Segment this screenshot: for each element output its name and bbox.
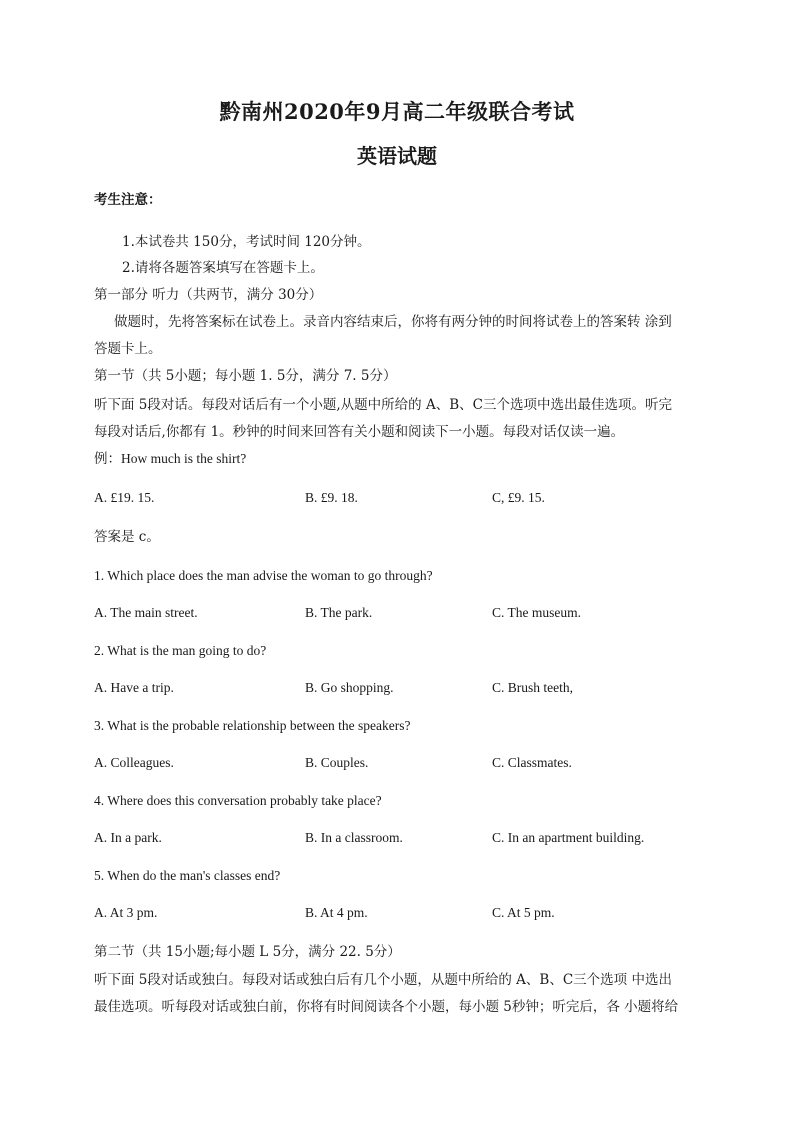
example-option-c: C, £9. 15. [492, 490, 545, 505]
section1-instruction-line1: 听下面 5段对话。每段对话后有一个小题,从题中所给的 A、B、C三个选项中选出最佳选项。听完 [94, 397, 672, 413]
question-1: 1. Which place does the man advise the woman to go through? [94, 568, 433, 583]
question-4-option-c: C. In an apartment building. [492, 830, 645, 845]
example-question: 例：How much is the shirt? [94, 451, 247, 466]
notice-heading: 考生注意： [94, 192, 162, 208]
question-2-option-a: A. Have a trip. [94, 680, 174, 695]
question-5-option-b: B. At 4 pm. [305, 905, 368, 920]
part1-heading: 第一部分 听力（共两节，满分 30分） [94, 287, 323, 303]
question-1-option-b: B. The park. [305, 605, 373, 620]
question-2: 2. What is the man going to do? [94, 643, 267, 658]
section2-heading: 第二节（共 15小题;每小题 L 5分，满分 22. 5分） [94, 944, 401, 960]
section1-instruction-line2: 每段对话后,你都有 1。秒钟的时间来回答有关小题和阅读下一小题。每段对话仅读一遍。 [94, 424, 625, 440]
exam-subtitle: 英语试题 [357, 144, 437, 168]
question-3-option-b: B. Couples. [305, 755, 369, 770]
example-answer: 答案是 c。 [94, 529, 160, 545]
part1-instruction-line2: 答题卡上。 [94, 341, 162, 357]
question-3: 3. What is the probable relationship between the speakers? [94, 718, 411, 733]
question-5-option-a: A. At 3 pm. [94, 905, 158, 920]
question-2-option-c: C. Brush teeth, [492, 680, 573, 695]
question-1-option-c: C. The museum. [492, 605, 581, 620]
section2-instruction-line1: 听下面 5段对话或独白。每段对话或独白后有几个小题，从题中所给的 A、B、C三个选项 中选出 [94, 972, 672, 988]
exam-title: 黔南州2020年9月高二年级联合考试 [219, 99, 575, 124]
section2-instruction-line2: 最佳选项。听每段对话或独白前，你将有时间阅读各个小题，每小题 5秒钟；听完后，各 小题将给 [94, 999, 679, 1015]
section1-heading: 第一节（共 5小题；每小题 1. 5分，满分 7. 5分） [94, 368, 397, 384]
example-option-a: A. £19. 15. [94, 490, 155, 505]
question-2-option-b: B. Go shopping. [305, 680, 394, 695]
example-option-b: B. £9. 18. [305, 490, 358, 505]
notice-item-1: 1.本试卷共 150分，考试时间 120分钟。 [122, 234, 371, 250]
part1-instruction-line1: 做题时，先将答案标在试卷上。录音内容结束后，你将有两分钟的时间将试卷上的答案转 涂到 [114, 314, 672, 330]
question-1-option-a: A. The main street. [94, 605, 198, 620]
question-4-option-a: A. In a park. [94, 830, 162, 845]
question-5-option-c: C. At 5 pm. [492, 905, 555, 920]
question-4: 4. Where does this conversation probably take place? [94, 793, 382, 808]
question-3-option-c: C. Classmates. [492, 755, 572, 770]
question-5: 5. When do the man's classes end? [94, 868, 281, 883]
question-3-option-a: A. Colleagues. [94, 755, 174, 770]
notice-item-2: 2.请将各题答案填写在答题卡上。 [122, 260, 324, 276]
question-4-option-b: B. In a classroom. [305, 830, 403, 845]
